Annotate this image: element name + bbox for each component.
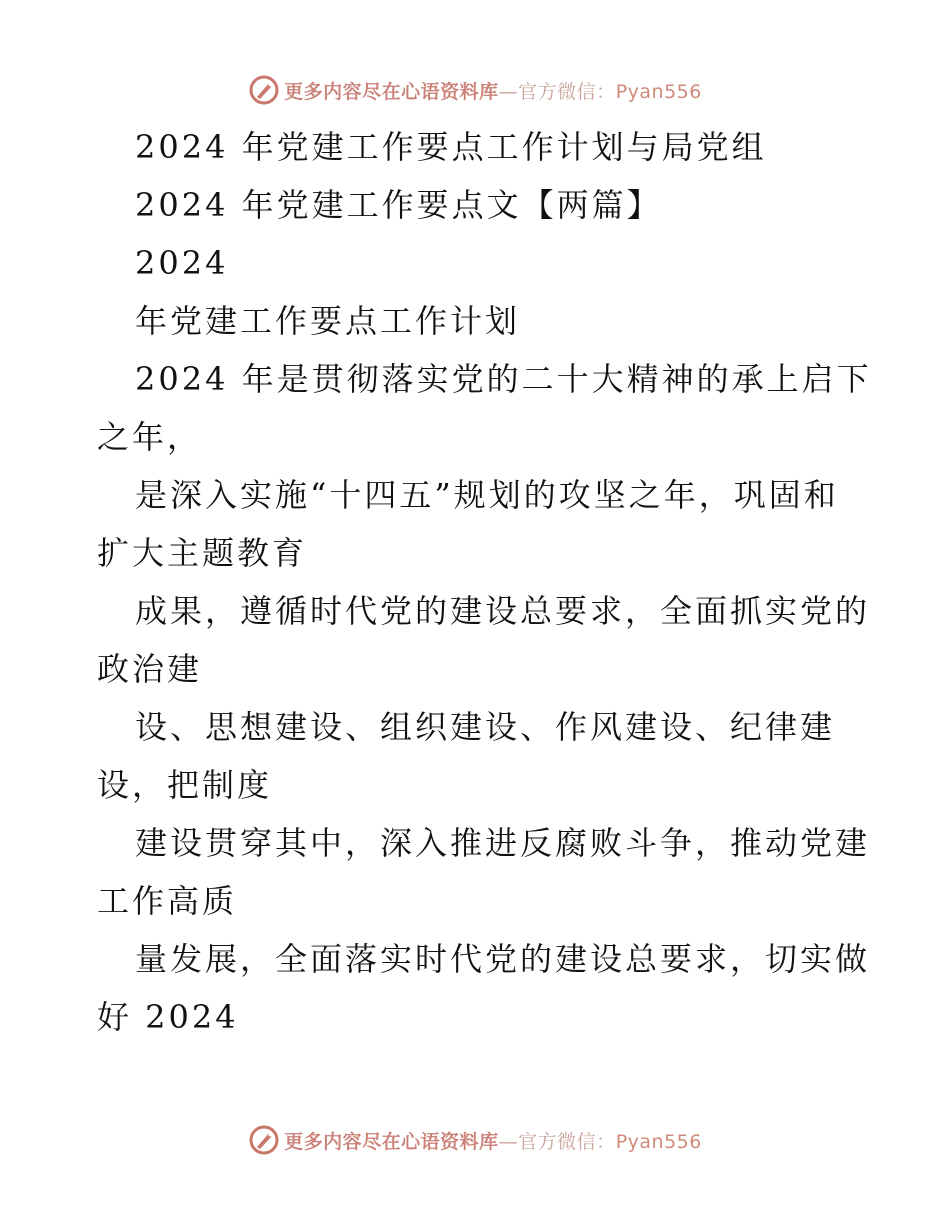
doc-line: 是深入实施“十四五”规划的攻坚之年，巩固和 [135, 476, 839, 514]
doc-line: 量发展，全面落实时代党的建设总要求，切实做 [135, 940, 871, 978]
watermark-brand: 更多内容尽在心语资料库 [284, 80, 499, 103]
watermark-handle: Pyan556 [615, 1130, 702, 1153]
watermark-official: 官方微信： [518, 1130, 616, 1153]
doc-line: 2024 [135, 244, 229, 282]
doc-line: 成果，遵循时代党的建设总要求，全面抓实党的 [135, 592, 871, 630]
doc-line: 设、思想建设、组织建设、作风建设、纪律建 [135, 708, 836, 746]
watermark-brand: 更多内容尽在心语资料库 [284, 1130, 499, 1153]
pen-logo-icon [248, 1124, 280, 1156]
doc-line: 政治建 [97, 650, 203, 688]
doc-line: 好 2024 [97, 998, 239, 1036]
doc-line: 建设贯穿其中，深入推进反腐败斗争，推动党建 [135, 824, 871, 862]
watermark-text [284, 1127, 702, 1154]
doc-line: 2024 年党建工作要点文【两篇】 [135, 186, 662, 224]
watermark-text [284, 77, 702, 104]
watermark-separator: — [498, 80, 519, 103]
document-body [97, 118, 872, 1046]
watermark-separator: — [498, 1130, 519, 1153]
doc-line: 扩大主题教育 [97, 534, 308, 572]
doc-line: 2024 年党建工作要点工作计划与局党组 [135, 128, 767, 166]
doc-line: 设，把制度 [97, 766, 273, 804]
doc-line: 2024 年是贯彻落实党的二十大精神的承上启下 [135, 360, 872, 398]
header-watermark [0, 70, 950, 110]
watermark-official: 官方微信： [518, 80, 616, 103]
pen-logo-icon [248, 74, 280, 106]
doc-line: 年党建工作要点工作计划 [135, 302, 521, 340]
watermark-handle: Pyan556 [615, 80, 702, 103]
footer-watermark [0, 1120, 950, 1160]
doc-line: 之年， [97, 418, 203, 456]
doc-line: 工作高质 [97, 882, 238, 920]
